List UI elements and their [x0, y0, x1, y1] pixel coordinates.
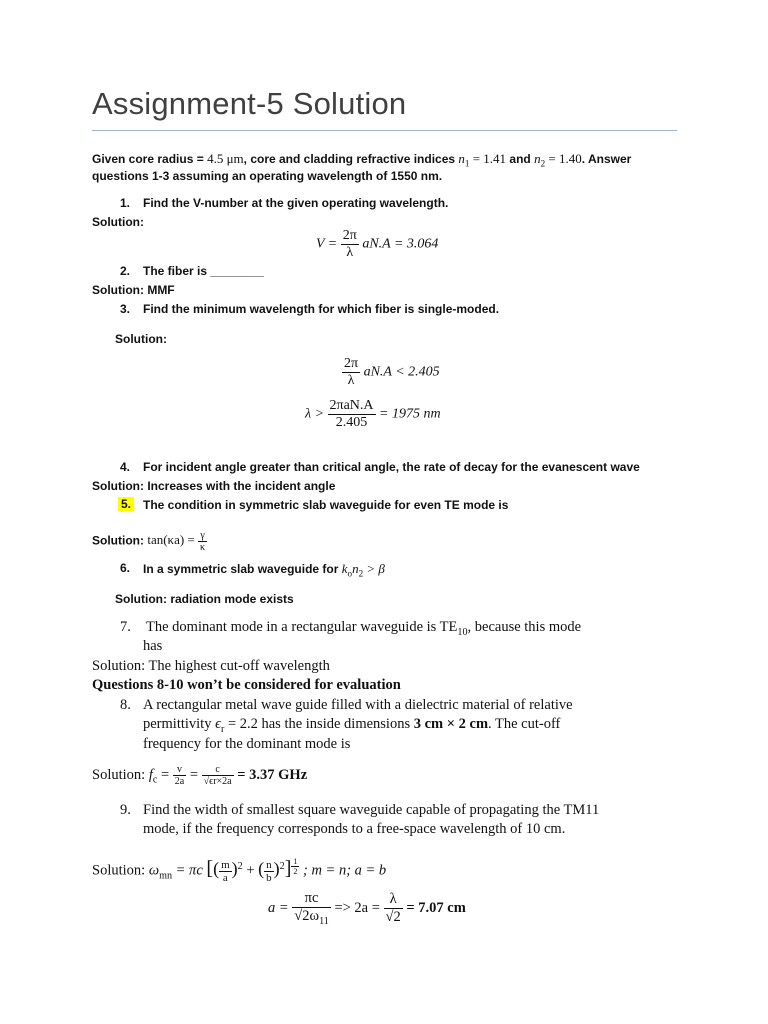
n1-symbol: n: [458, 151, 465, 166]
q6-number: 6.: [120, 561, 131, 575]
q9-a-lhs: a =: [268, 899, 289, 916]
q8-fc-sub: c: [152, 774, 158, 786]
n1-value: = 1.41: [472, 151, 507, 166]
intro-line-1: [92, 151, 631, 169]
q5-number: 5.: [118, 497, 134, 511]
q7-number: 7.: [120, 619, 131, 635]
q5-solution: [92, 530, 207, 553]
q9-a-den-sub: 11: [319, 915, 329, 927]
q9-solution-label: Solution:: [92, 862, 146, 879]
q9-n-den: b: [266, 871, 272, 884]
intro-line-2: questions 1-3 assuming an operating wavelength of 1550 nm.: [92, 169, 443, 183]
q5-solution-label: Solution:: [92, 533, 144, 548]
q6-n-sub: 2: [358, 568, 364, 579]
q9-half-den: 2: [293, 867, 298, 876]
q9-omega-sub: mn: [159, 870, 173, 882]
n1-subscript: 1: [464, 158, 470, 169]
q8-text-line-2: [143, 716, 560, 735]
q8-text-a: permittivity: [143, 716, 212, 732]
q9-eq1-end: ; m = n; a = b: [302, 862, 387, 879]
q1-frac-den: λ: [341, 244, 359, 261]
q8-f1-num: v: [177, 764, 182, 775]
q7-text-a: The dominant mode in a rectangular waveguide is TE: [146, 619, 458, 635]
q3-eq2-lhs: λ >: [305, 406, 325, 422]
q9-omega: ω: [148, 862, 160, 879]
q8-solution: [92, 764, 307, 787]
q3-number: 3.: [120, 302, 131, 316]
q9-a-mid: => 2a =: [334, 899, 380, 916]
q8-text-b: = 2.2 has the inside dimensions: [224, 716, 411, 732]
q4-solution: Solution: Increases with the incident angle: [92, 479, 336, 493]
q4-text: For incident angle greater than critical angle, the rate of decay for the evanescent wave: [143, 460, 640, 474]
q7-solution: Solution: The highest cut-off wavelength: [92, 658, 330, 674]
q8-f1-den: 2a: [174, 776, 185, 787]
page-title: Assignment-5 Solution: [92, 86, 407, 121]
q9-text-line-2: mode, if the frequency corresponds to a free-space wavelength of 10 cm.: [143, 821, 566, 837]
q6-cond-end: > β: [363, 561, 385, 576]
q1-text: Find the V-number at the given operating wavelength.: [143, 196, 449, 210]
q8-fc: f: [148, 766, 153, 783]
q5-eq-lhs: tan(κa) =: [147, 532, 195, 548]
q9-m-num: m: [221, 858, 230, 871]
q8-number: 8.: [120, 697, 131, 713]
q8-eps-sub: r: [220, 723, 225, 735]
q7-te-sub: 10: [457, 626, 468, 638]
q3-equation-2: [305, 398, 441, 431]
q3-eq1-rhs: aN.A < 2.405: [363, 364, 440, 380]
q3-eq2-num: 2πaN.A: [329, 398, 374, 413]
q3-eq2-rhs: = 1975 nm: [379, 406, 441, 422]
q7-text-line-1: [146, 619, 581, 638]
q3-eq1-den: λ: [342, 372, 360, 389]
q3-eq2-den: 2.405: [328, 414, 376, 431]
q1-solution-label: Solution:: [92, 215, 144, 229]
q7-text-b: , because this mode: [467, 619, 582, 635]
q5-frac-den: κ: [200, 542, 206, 553]
q4-number: 4.: [120, 460, 131, 474]
title-underline: [92, 130, 677, 131]
q9-square-2: 2: [279, 860, 285, 872]
q8-text-line-1: A rectangular metal wave guide filled with a dielectric material of relative: [143, 697, 573, 713]
q3-eq1-num: 2π: [344, 356, 359, 371]
q8-eq-c: = 3.37 GHz: [237, 766, 308, 783]
q9-a-end: = 7.07 cm: [406, 899, 466, 916]
q9-b-num: λ: [389, 890, 397, 907]
q6-solution: Solution: radiation mode exists: [115, 592, 294, 606]
q9-plus: +: [246, 862, 255, 879]
core-radius: 4.5 μm: [207, 151, 244, 166]
q6-text-main: In a symmetric slab waveguide for: [143, 562, 339, 576]
q9-n-num: n: [266, 858, 272, 871]
q5-text: The condition in symmetric slab waveguide for even TE mode is: [143, 498, 509, 512]
q8-f2-den: √ϵr×2a: [203, 776, 232, 787]
intro-and: and: [509, 152, 531, 166]
evaluation-note: Questions 8-10 won’t be considered for evaluation: [92, 677, 401, 693]
q3-solution-label: Solution:: [115, 332, 167, 346]
q9-equation-2: [268, 890, 466, 927]
q9-solution: Solution: $\omega_{mn} = \pi c$ [( $\frac{m}{a}$ )$^2$ + ( $\frac{n}{b}$ )$^2$] $^{\frac{1}{2}}$ ; m = n; a = b: [92, 857, 387, 884]
q1-eq-lhs: V =: [316, 236, 338, 252]
q9-number: 9.: [120, 802, 131, 818]
q6-text: [143, 561, 385, 579]
q8-f2-num: c: [215, 764, 220, 775]
q3-equation-1: [342, 356, 440, 389]
q2-number: 2.: [120, 264, 131, 278]
q2-solution: Solution: MMF: [92, 283, 175, 297]
q8-text-c: . The cut-off: [488, 716, 561, 732]
q9-a-den: √2ω: [294, 908, 320, 924]
q7-text-line-2: has: [143, 638, 163, 654]
q6-k-sub: o: [347, 568, 353, 579]
q3-text: Find the minimum wavelength for which fiber is single-moded.: [143, 302, 500, 316]
q8-dims: 3 cm × 2 cm: [413, 716, 489, 732]
q9-eq1: = πc: [175, 862, 203, 879]
q9-a-num: πc: [304, 890, 319, 906]
q9-b-den: √2: [385, 908, 401, 925]
q8-eq-a: =: [160, 766, 170, 783]
q1-number: 1.: [120, 196, 131, 210]
q1-equation: [316, 228, 438, 261]
q1-frac-num: 2π: [342, 228, 357, 243]
q9-half-num: 1: [293, 857, 298, 866]
q6-k: k: [341, 561, 348, 576]
q8-eps: ϵ: [215, 716, 221, 732]
q8-eq-b: =: [189, 766, 199, 783]
q9-text-line-1: Find the width of smallest square waveguide capable of propagating the TM11: [143, 802, 600, 818]
q8-text-line-3: frequency for the dominant mode is: [143, 736, 351, 752]
q9-m-den: a: [219, 871, 232, 884]
intro-text-b: , core and cladding refractive indices: [243, 152, 456, 166]
n2-value: = 1.40: [548, 151, 582, 166]
q6-n: n: [352, 561, 359, 576]
n2-subscript: 2: [540, 158, 546, 169]
q8-solution-label: Solution:: [92, 766, 146, 783]
intro-text-c: . Answer: [581, 152, 632, 166]
q9-square-1: 2: [237, 860, 243, 872]
intro-text-a: Given core radius =: [92, 152, 204, 166]
q1-eq-rhs: aN.A = 3.064: [362, 236, 439, 252]
q5-frac-num: γ: [200, 530, 205, 541]
q2-text: The fiber is ________: [143, 264, 264, 278]
n2-symbol: n: [534, 151, 541, 166]
